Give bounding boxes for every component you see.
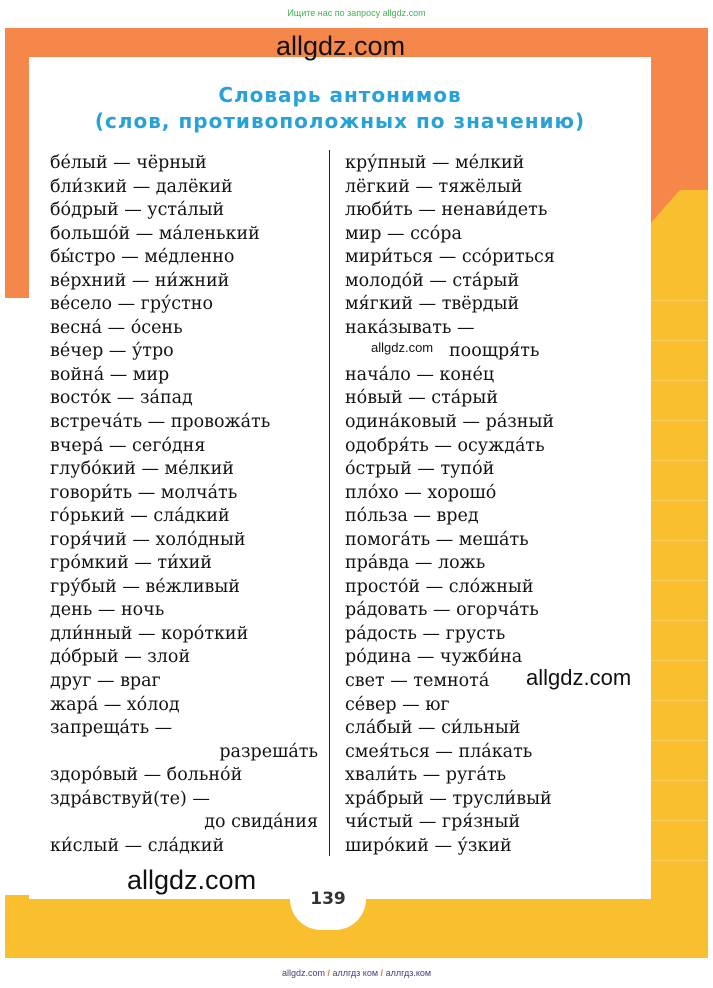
watermark-bottom: allgdz.com: [127, 865, 257, 895]
list-item: пра́вда — ложь: [345, 553, 486, 574]
list-item: ве́рхний — ни́жний: [50, 270, 230, 291]
column-divider: [329, 150, 330, 856]
list-item: бе́лый — чёрный: [50, 153, 207, 173]
list-item: гро́мкий — ти́хий: [50, 553, 212, 574]
list-item: весна́ — о́сень: [50, 317, 183, 338]
list-item: друг — враг: [50, 671, 161, 692]
list-item: ве́чер — у́тро: [50, 341, 174, 362]
right-column: [345, 152, 645, 858]
left-column: [50, 152, 318, 858]
list-item: по́льза — вред: [345, 506, 479, 527]
list-item: о́стрый — тупо́й: [345, 459, 495, 480]
list-item: ве́село — гру́стно: [50, 294, 213, 315]
list-item-continuation: разреша́ть: [219, 741, 318, 762]
page-number: 139: [290, 868, 366, 930]
footer-separator: /: [327, 968, 330, 978]
list-item: нача́ло — коне́ц: [345, 364, 495, 385]
list-item: вчера́ — сего́дня: [50, 435, 206, 456]
list-item: мири́ться — ссо́риться: [345, 247, 555, 268]
list-item: говори́ть — молча́ть: [50, 482, 238, 503]
list-item-continuation: поощря́ть: [449, 341, 540, 362]
list-item: хра́брый — трусли́вый: [345, 788, 552, 809]
list-item: хвали́ть — руга́ть: [345, 765, 507, 786]
background-grid: [650, 300, 708, 900]
list-item: го́рький — сла́дкий: [50, 506, 230, 527]
list-item: день — ночь: [50, 600, 165, 621]
list-item: до́брый — злой: [50, 647, 191, 668]
watermark-top: allgdz.com: [276, 31, 406, 61]
list-item: свет — темнота́: [345, 671, 490, 692]
list-item: жара́ — хо́лод: [50, 694, 180, 715]
watermark-right: allgdz.com: [523, 665, 634, 691]
list-item: просто́й — сло́жный: [345, 576, 534, 597]
list-item: война́ — мир: [50, 364, 170, 385]
list-item: мя́гкий — твёрдый: [345, 294, 520, 315]
list-item: ра́довать — огорча́ть: [345, 600, 539, 621]
list-item: ра́дость — грусть: [345, 623, 506, 644]
list-item: сла́бый — си́льный: [345, 718, 521, 739]
top-banner: Ищите нас по запросу allgdz.com: [287, 8, 426, 18]
list-item: лёгкий — тяжёлый: [345, 176, 523, 197]
list-item: восто́к — за́пад: [50, 388, 193, 409]
list-item-continuation: до свида́ния: [204, 812, 318, 833]
footer-link[interactable]: аллгдз ком: [332, 968, 379, 978]
list-item: здра́вствуй(те) —: [50, 788, 210, 809]
list-item: широ́кий — у́зкий: [345, 835, 512, 856]
page-title: Словарь антонимов: [218, 83, 462, 107]
list-item: ки́слый — сла́дкий: [50, 835, 225, 856]
list-item: бли́зкий — далёкий: [50, 176, 233, 197]
footer: [0, 968, 713, 978]
list-item: одина́ковый — ра́зный: [345, 412, 555, 433]
footer-link[interactable]: allgdz.com: [281, 968, 325, 978]
list-item: молодо́й — ста́рый: [345, 270, 520, 291]
list-item: се́вер — юг: [345, 694, 450, 715]
list-item: ро́дина — чужби́на: [345, 647, 523, 668]
watermark-middle: allgdz.com: [371, 340, 434, 355]
list-item: но́вый — ста́рый: [345, 388, 498, 409]
list-item: одобря́ть — осужда́ть: [345, 435, 545, 456]
list-item: чи́стый — гря́зный: [345, 812, 521, 833]
list-item: большо́й — ма́ленький: [50, 223, 260, 244]
list-item: глубо́кий — ме́лкий: [50, 459, 234, 480]
list-item: помога́ть — меша́ть: [345, 529, 529, 550]
list-item: горя́чий — холо́дный: [50, 529, 246, 550]
list-item: пло́хо — хорошо́: [345, 482, 497, 503]
list-item: люби́ть — ненави́деть: [345, 200, 548, 221]
list-item: встреча́ть — провожа́ть: [50, 412, 271, 433]
list-item: бы́стро — ме́дленно: [50, 247, 235, 268]
list-item: бо́дрый — уста́лый: [50, 200, 225, 221]
footer-link[interactable]: аллгдз.ком: [385, 968, 432, 978]
list-item: мир — ссо́ра: [345, 223, 462, 244]
list-item: дли́нный — коро́ткий: [50, 623, 249, 644]
footer-separator: /: [380, 968, 384, 978]
page-subtitle: (слов, противоположных по значению): [94, 109, 586, 133]
list-item: запреща́ть —: [50, 718, 173, 739]
list-item: смея́ться — пла́кать: [345, 741, 533, 762]
list-item: нака́зывать —: [345, 317, 475, 338]
list-item: кру́пный — ме́лкий: [345, 153, 525, 173]
list-item: здоро́вый — больно́й: [50, 765, 243, 786]
list-item: гру́бый — ве́жливый: [50, 576, 240, 597]
